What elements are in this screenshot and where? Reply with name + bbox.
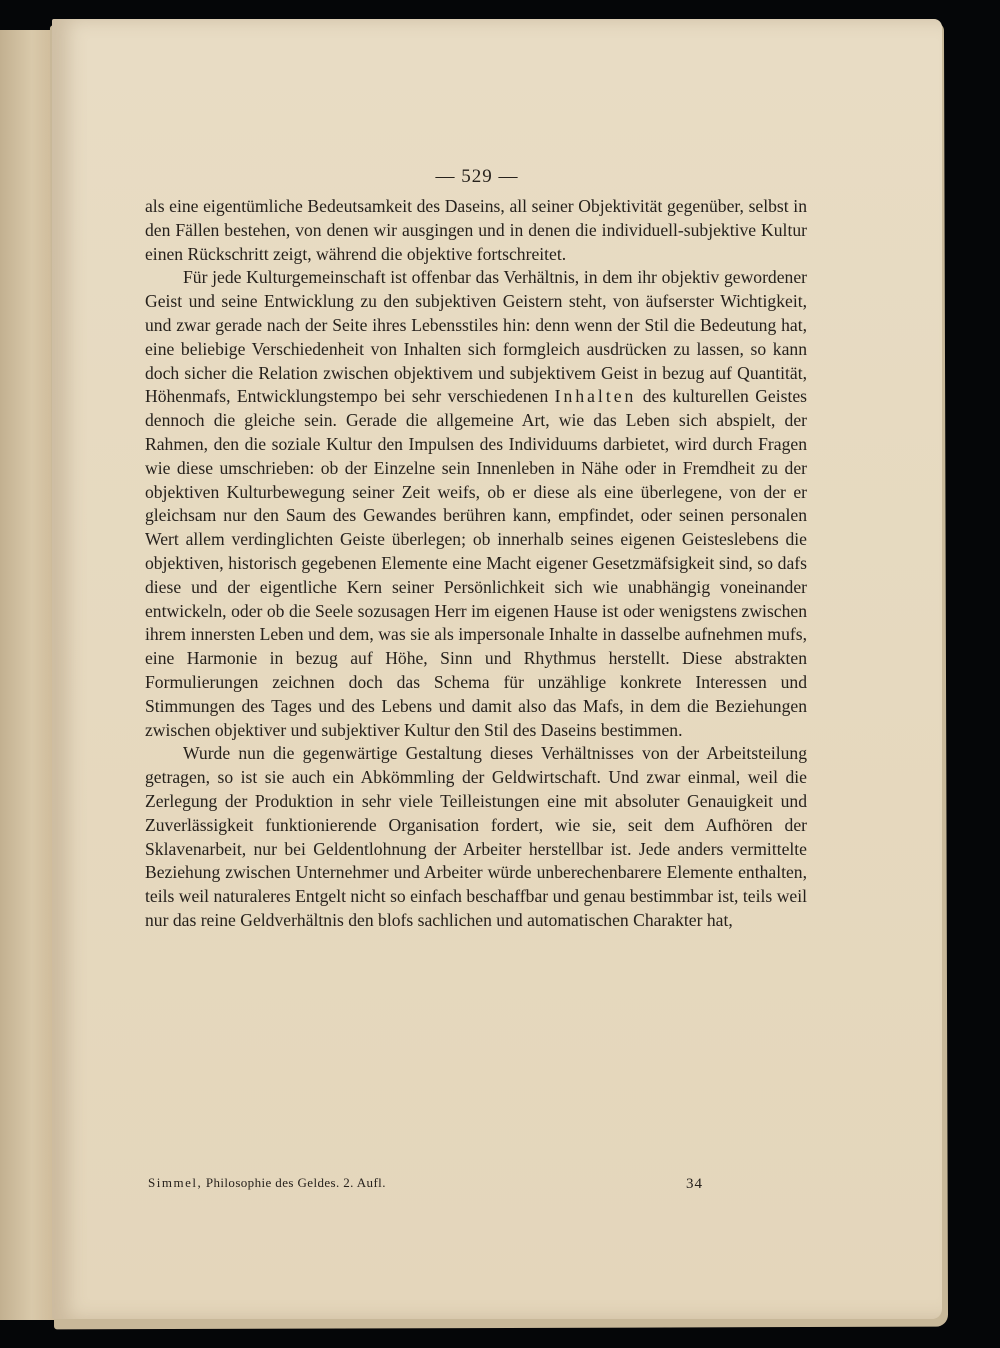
paragraph-continuation: als eine eigentümliche Bedeutsamkeit des Daseins, all seiner Objektivität gegenüber, selbst in den Fällen bestehen, von denen wir ausgingen und in denen die individuell-subjektive Kultur einen Rückschritt zeigt, während die objektive fortschreitet. bbox=[145, 196, 807, 264]
paragraph-culture-community bbox=[145, 266, 807, 742]
paragraph-division-of-labor: Wurde nun die gegenwärtige Gestaltung dieses Verhältnisses von der Arbeitsteilung getragen, so ist sie auch ein Abkömmling der Geldwirtschaft. Und zwar einmal, weil die Zerlegung der Produktion in sehr viele Teilleistungen eine mit absoluter Genauigkeit und Zuverlässigkeit funktionierende Organisation fordert, wie sie, seit dem Aufhören der Sklavenarbeit, nur bei Geldentlohnung der Arbeiter herstellbar ist. Jede anders vermittelte Beziehung zwischen Unternehmer und Arbeiter würde unberechenbarere Elemente enthalten, teils weil naturaleres Entgelt nicht so einfach beschaffbar und genau bestimmbar ist, teils weil nur das reine Geldverhältnis den blofs sachlichen und automatischen Charakter hat, bbox=[145, 743, 807, 930]
emphasized-word: Inhalten bbox=[554, 386, 637, 407]
page-number: — 529 — bbox=[435, 166, 519, 187]
paragraph-text-before-emphasis: Für jede Kulturgemeinschaft ist offenbar das Verhältnis, in dem ihr objektiv gewordener Geist und seine Entwicklung zu den subjektiven Geistern steht, von äufserster Wichtigkeit, und zwar gerade nach der Seite ihres Lebensstiles hin: denn wenn der Stil die Bedeutung hat, eine beliebige Verschiedenheit von Inhalten sich formgleich ausdrücken zu lassen, so kann doch sicher die Relation zwischen objektivem und subjektivem Geist in bezug auf Quantität, Höhenmafs, Entwicklungstempo bei sehr verschiedenen bbox=[145, 267, 807, 407]
signature-author: Simmel, bbox=[148, 1175, 203, 1190]
sheet-number: 34 bbox=[686, 1176, 703, 1192]
body-text bbox=[145, 195, 807, 933]
signature-line bbox=[148, 1175, 748, 1195]
book-signature bbox=[148, 1175, 386, 1191]
signature-work: Philosophie des Geldes. 2. Aufl. bbox=[205, 1175, 386, 1190]
book-page bbox=[52, 19, 942, 1319]
paragraph-text-after-emphasis: des kulturellen Geistes dennoch die gleiche sein. Gerade die allgemeine Art, wie das Leben sich abspielt, der Rahmen, den die soziale Kultur den Impulsen des Individuums darbietet, wird durch Fragen wie diese umschrieben: ob der Einzelne sein Innenleben in Nähe oder in Fremdheit zu der objektiven Kulturbewegung seiner Zeit weifs, ob er diese als eine überlegene, von der er gleichsam nur den Saum des Gewandes berühren kann, empfindet, oder seinen personalen Wert allem verdinglichten Geiste überlegen; ob innerhalb seines eigenen Geisteslebens die objektiven, historisch gegebenen Elemente eine Macht eigener Gesetzmäfsigkeit sind, so dafs diese und der eigentliche Kern seiner Persönlichkeit sich wie unabhängig voneinander entwickeln, oder ob die Seele sozusagen Herr im eigenen Hause ist oder wenigstens zwischen ihrem innersten Leben und dem, was sie als impersonale Inhalte in dasselbe aufnehmen mufs, eine Harmonie in bezug auf Höhe, Sinn und Rhythmus herstellt. Diese abstrakten Formulierungen zeichnen doch das Schema für unzählige konkrete Interessen und Stimmungen des Tages und des Lebens und damit also das Mafs, in dem die Beziehungen zwischen objektiver und subjektiver Kultur den Stil des Daseins bestimmen. bbox=[145, 386, 807, 740]
